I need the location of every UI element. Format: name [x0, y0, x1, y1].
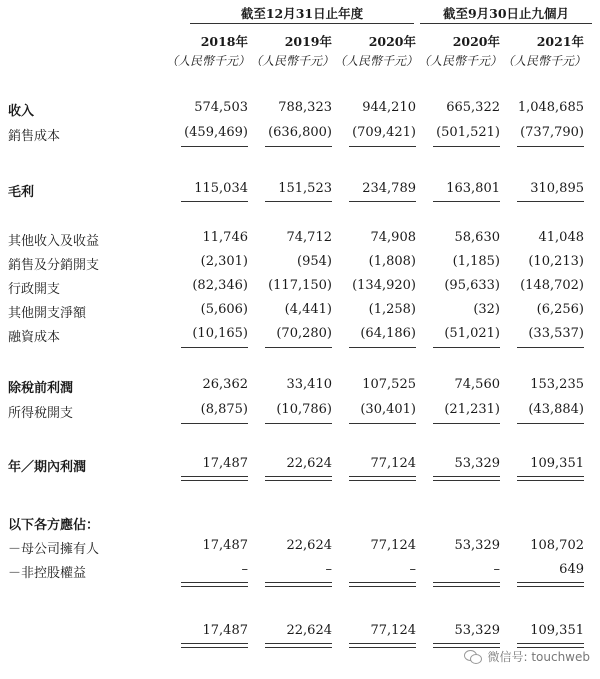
cell: 944,210	[362, 100, 416, 115]
row-non-controlling-interests	[0, 562, 600, 580]
cell: 1,048,685	[517, 100, 584, 115]
cell: 33,410	[286, 377, 332, 392]
total-double-rule	[433, 582, 500, 587]
cell: (709,421)	[352, 125, 416, 140]
unit-header-2: （人民幣千元）	[250, 54, 335, 68]
cell: (737,790)	[520, 125, 584, 140]
unit-header-4: （人民幣千元）	[418, 54, 503, 68]
row-label: 其他收入及收益	[8, 234, 100, 249]
cell: (70,280)	[276, 326, 332, 341]
row-total	[0, 623, 600, 641]
cell: 74,908	[370, 230, 416, 245]
subtotal-rule	[349, 201, 416, 202]
subtotal-rule	[265, 146, 332, 147]
cell: 77,124	[370, 538, 416, 553]
subtotal-rule	[265, 347, 332, 348]
row-label: 年／期內利潤	[8, 460, 87, 475]
total-double-rule	[181, 582, 248, 587]
row-income-tax	[0, 402, 600, 420]
cell: (954)	[297, 254, 332, 269]
cell: 17,487	[202, 456, 248, 471]
subtotal-rule	[517, 201, 584, 202]
cell: 53,329	[454, 456, 500, 471]
total-double-rule	[265, 476, 332, 481]
row-profit-before-tax	[0, 377, 600, 395]
cell: (64,186)	[360, 326, 416, 341]
wechat-icon	[464, 649, 482, 664]
header-group-nine-months-rule	[420, 23, 592, 24]
header-group-nine-months: 截至9月30日止九個月	[442, 6, 570, 21]
cell: 11,746	[202, 230, 248, 245]
cell: 649	[559, 562, 584, 577]
cell: (10,786)	[276, 402, 332, 417]
cell: (2,301)	[200, 254, 248, 269]
cell: (82,346)	[192, 278, 248, 293]
cell: (636,800)	[268, 125, 332, 140]
cell: 77,124	[370, 456, 416, 471]
row-label: 銷售及分銷開支	[8, 258, 100, 273]
cell: (117,150)	[268, 278, 332, 293]
cell: 77,124	[370, 623, 416, 638]
year-header-1: 2018年	[200, 34, 248, 49]
header-group-year-end: 截至12月31日止年度	[240, 6, 364, 21]
row-revenue	[0, 100, 600, 118]
unit-header-3: （人民幣千元）	[334, 54, 419, 68]
cell: (4,441)	[284, 302, 332, 317]
unit-header-1: （人民幣千元）	[166, 54, 251, 68]
cell: 74,560	[454, 377, 500, 392]
subtotal-rule	[181, 146, 248, 147]
cell: (10,165)	[192, 326, 248, 341]
cell: 109,351	[530, 456, 584, 471]
total-double-rule	[349, 476, 416, 481]
watermark-text: 微信号: touchweb	[487, 650, 590, 664]
cell: 17,487	[202, 623, 248, 638]
cell: 26,362	[202, 377, 248, 392]
cell: 53,329	[454, 623, 500, 638]
subtotal-rule	[265, 201, 332, 202]
row-profit-for-period	[0, 456, 600, 474]
cell: 107,525	[362, 377, 416, 392]
total-double-rule	[181, 643, 248, 648]
subtotal-rule	[181, 347, 248, 348]
row-owners-of-parent	[0, 538, 600, 556]
cell: 17,487	[202, 538, 248, 553]
cell: 574,503	[194, 100, 248, 115]
cell: 109,351	[530, 623, 584, 638]
cell: 115,034	[194, 181, 248, 196]
row-other-expenses	[0, 302, 600, 320]
cell: 665,322	[446, 100, 500, 115]
cell: 310,895	[530, 181, 584, 196]
cell: 788,323	[278, 100, 332, 115]
cell: (501,521)	[436, 125, 500, 140]
row-label: 行政開支	[8, 282, 61, 297]
row-gross-profit	[0, 181, 600, 199]
total-double-rule	[265, 643, 332, 648]
subtotal-rule	[181, 423, 248, 424]
cell: (459,469)	[184, 125, 248, 140]
subtotal-rule	[433, 423, 500, 424]
cell: (1,258)	[368, 302, 416, 317]
subtotal-rule	[433, 201, 500, 202]
total-double-rule	[517, 476, 584, 481]
row-attributable-to	[0, 514, 600, 532]
row-finance-costs	[0, 326, 600, 344]
row-selling-expenses	[0, 254, 600, 272]
row-label: 除稅前利潤	[8, 381, 74, 396]
cell: 163,801	[446, 181, 500, 196]
row-admin-expenses	[0, 278, 600, 296]
cell: 22,624	[286, 456, 332, 471]
subtotal-rule	[349, 347, 416, 348]
cell: (95,633)	[444, 278, 500, 293]
cell: (32)	[473, 302, 500, 317]
cell: (148,702)	[520, 278, 584, 293]
cell: 153,235	[530, 377, 584, 392]
cell: (134,920)	[352, 278, 416, 293]
total-double-rule	[433, 476, 500, 481]
cell: 53,329	[454, 538, 500, 553]
unit-header-5: （人民幣千元）	[502, 54, 587, 68]
cell: –	[493, 562, 500, 577]
subtotal-rule	[433, 347, 500, 348]
total-double-rule	[181, 476, 248, 481]
cell: (10,213)	[528, 254, 584, 269]
cell: (33,537)	[528, 326, 584, 341]
cell: –	[241, 562, 248, 577]
cell: (5,606)	[200, 302, 248, 317]
total-double-rule	[349, 582, 416, 587]
subtotal-rule	[517, 347, 584, 348]
cell: (8,875)	[200, 402, 248, 417]
row-cost-of-sales	[0, 125, 600, 143]
cell: (30,401)	[360, 402, 416, 417]
row-label: 銷售成本	[8, 129, 61, 144]
cell: (1,185)	[452, 254, 500, 269]
row-label: 融資成本	[8, 330, 61, 345]
year-header-5: 2021年	[536, 34, 584, 49]
wechat-watermark	[464, 648, 590, 665]
section-heading: 以下各方應佔：	[8, 518, 100, 533]
subtotal-rule	[517, 423, 584, 424]
row-label: 其他開支淨額	[8, 306, 87, 321]
row-label: －母公司擁有人	[8, 542, 100, 557]
row-label: 所得稅開支	[8, 406, 74, 421]
cell: 151,523	[278, 181, 332, 196]
cell: –	[325, 562, 332, 577]
cell: 22,624	[286, 623, 332, 638]
subtotal-rule	[349, 146, 416, 147]
cell: 41,048	[538, 230, 584, 245]
subtotal-rule	[517, 146, 584, 147]
subtotal-rule	[265, 423, 332, 424]
cell: 58,630	[454, 230, 500, 245]
year-header-3: 2020年	[368, 34, 416, 49]
year-header-4: 2020年	[452, 34, 500, 49]
total-double-rule	[517, 582, 584, 587]
row-label: 毛利	[8, 185, 35, 200]
cell: (6,256)	[536, 302, 584, 317]
row-label: －非控股權益	[8, 566, 87, 581]
total-double-rule	[349, 643, 416, 648]
header-group-year-end-rule	[190, 23, 414, 24]
cell: (1,808)	[368, 254, 416, 269]
row-other-income	[0, 230, 600, 248]
cell: 74,712	[286, 230, 332, 245]
cell: –	[409, 562, 416, 577]
subtotal-rule	[433, 146, 500, 147]
cell: (43,884)	[528, 402, 584, 417]
total-double-rule	[265, 582, 332, 587]
year-header-2: 2019年	[284, 34, 332, 49]
cell: (51,021)	[444, 326, 500, 341]
subtotal-rule	[181, 201, 248, 202]
cell: 234,789	[362, 181, 416, 196]
row-label: 收入	[8, 104, 35, 119]
subtotal-rule	[349, 423, 416, 424]
cell: 22,624	[286, 538, 332, 553]
cell: (21,231)	[444, 402, 500, 417]
cell: 108,702	[530, 538, 584, 553]
